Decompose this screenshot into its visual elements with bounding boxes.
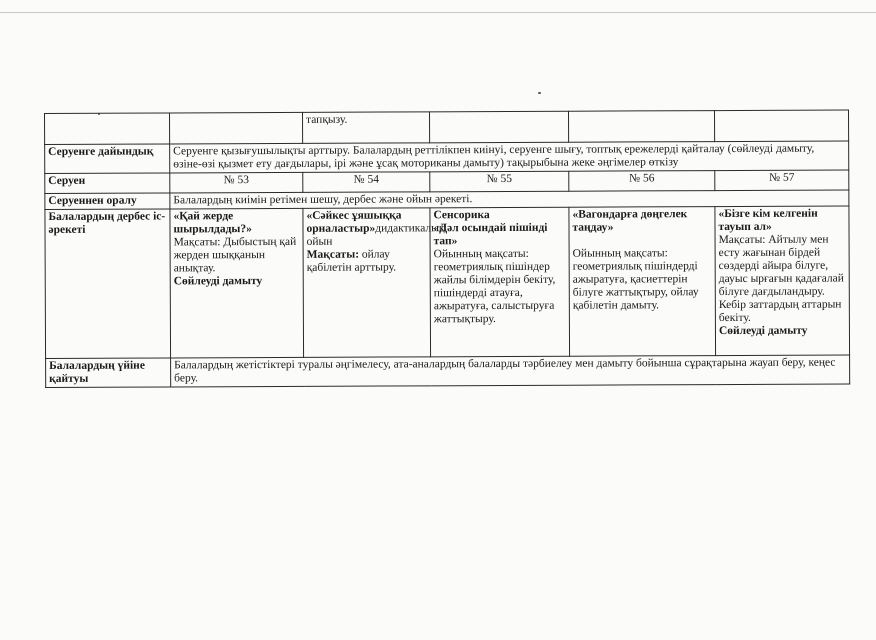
walk-prep-text: Серуенге қызығушылықты арттыру. Балалардың реттілікпен киінуі, серуенге шығу, топтық ережелерді қайталау (сөйлеуді дамыту, өзіне-өзі қызмет ету дағдылары, ірі және ұсақ моториканы дамыту) тақырыбына жеке әңгімелер өткізу — [170, 141, 849, 173]
walk-number: № 55 — [430, 171, 569, 192]
activity-title: «Вагондарға дөңгелек таңдау» — [572, 208, 688, 234]
table-cell — [45, 113, 170, 145]
activity-area: Сөйлеуді дамыту — [718, 324, 808, 338]
activity-cell — [430, 207, 570, 357]
goal-label: Мақсаты: — [306, 248, 360, 261]
walk-number: № 57 — [715, 170, 849, 191]
scan-speck — [538, 92, 541, 94]
return-text: Балалардың киімін ретімен шешу, дербес және ойын әрекеті. — [170, 190, 849, 209]
activity-cell — [715, 206, 850, 356]
going-home-text: Балалардың жетістіктері туралы әңгімелесу, ата-аналардың балаларды тәрбиелеу мен дамыту бойынша сұрақтарына жауап беру, кеңес беру. — [171, 355, 850, 387]
activity-cell — [303, 208, 445, 358]
row-label-walk-prep: Серуенге дайындық — [45, 144, 170, 174]
activity-cell — [170, 208, 304, 358]
table-cell — [714, 110, 848, 142]
walk-number: № 56 — [569, 171, 715, 192]
table-cell — [170, 112, 303, 144]
activity-category: Сенсорика — [433, 209, 490, 222]
activity-cell — [569, 207, 716, 357]
activity-goal: Мақсаты: Айтылу мен есту жағынан бірдей сөздерді айыра білуге, дауыс ырғағын қадағалай білуге дағдыландыру. Кебір заттардың аттарын бекіту. — [718, 233, 844, 325]
table-row-going-home — [46, 355, 850, 388]
activity-title: «Сәйкес ұяшыққа орналастыр» — [306, 209, 402, 235]
activity-goal: ойлау қабілетін арттыру. — [306, 248, 397, 274]
row-label-going-home: Балалардың үйіне қайтуы — [46, 358, 171, 388]
walk-number: № 53 — [170, 172, 303, 193]
activity-goal: Ойынның мақсаты: геометриялық пішіндер жайлы білімдерін бекіту, пішіндерді атауға, ажыратуға, салыстыруға жаттықтыру. — [433, 247, 556, 326]
table-cell — [568, 111, 714, 143]
activity-area: Сөйлеуді дамыту — [173, 275, 263, 288]
row-label-independent-activity: Балалардың дербес іс-әрекеті — [45, 209, 171, 359]
table-cell — [429, 111, 568, 143]
activity-title: «Қай жерде шырылдады?» — [173, 210, 252, 236]
activity-goal: Мақсаты: Дыбыстың қай жерден шыққанын анықтау. — [173, 235, 297, 275]
activity-title: «Бізге кім келгенін тауып ал» — [718, 207, 818, 234]
activity-type: дидактикалық ойын — [306, 222, 445, 248]
scan-edge-line — [0, 12, 876, 13]
table-row-continuation — [45, 110, 849, 145]
row-label-walk: Серуен — [45, 173, 170, 194]
table-cell: тапқызу. — [302, 112, 429, 144]
table-row-walk-prep — [45, 141, 849, 174]
activity-goal: Ойынның мақсаты: геометриялық пішіндерді ажыратуға, қасиеттерін білуге жаттықтыру, ойлау қабілетін дамыту. — [572, 247, 699, 312]
walk-number: № 54 — [303, 172, 430, 193]
table-row-independent-activity — [45, 206, 850, 359]
activity-title: «Дәл осындай пішінді тап» — [433, 221, 548, 248]
row-label-return: Серуеннен оралу — [45, 193, 170, 210]
daily-plan-table — [44, 109, 850, 388]
